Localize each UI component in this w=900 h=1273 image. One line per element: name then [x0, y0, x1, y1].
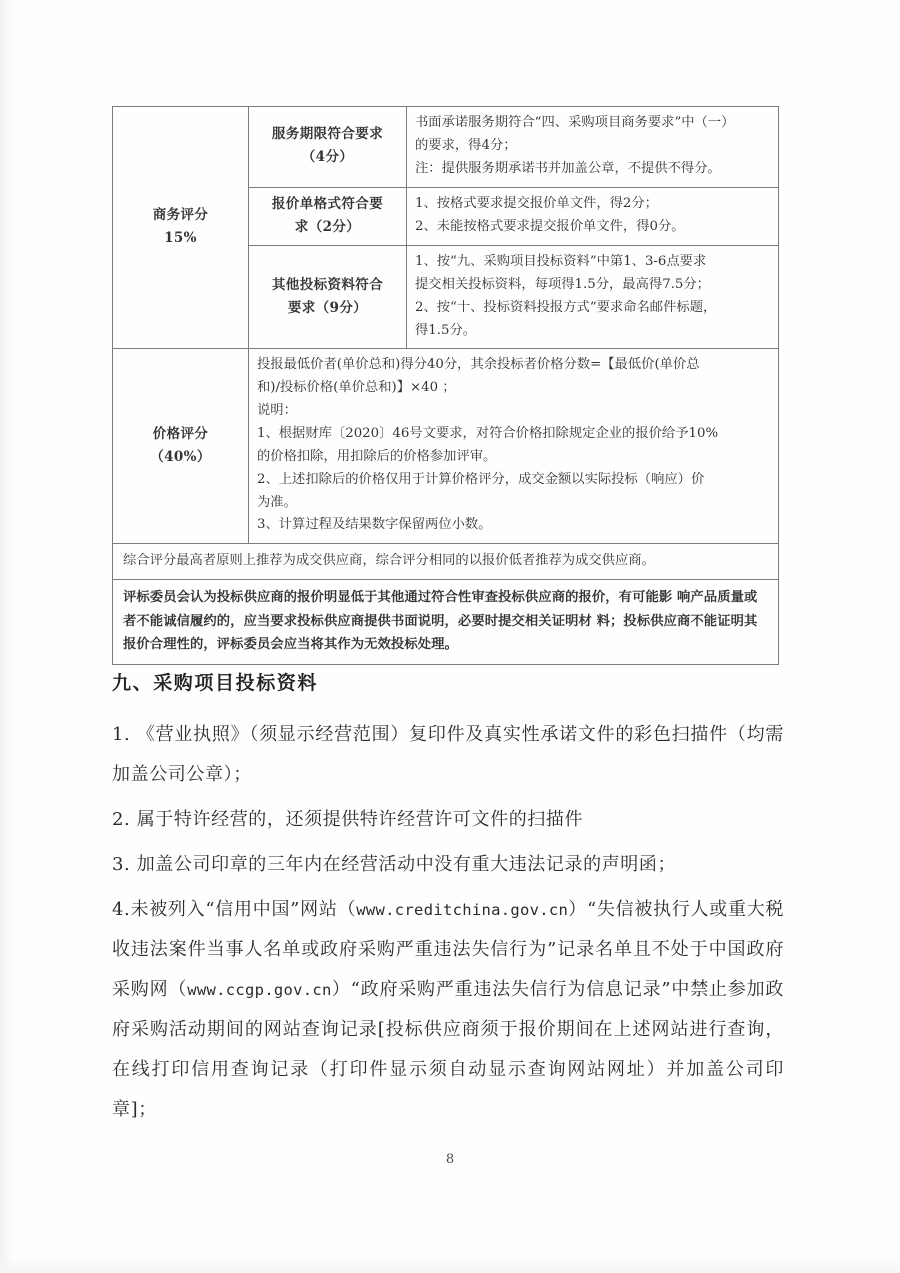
- list-item-text: 属于特许经营的，还须提供特许经营许可文件的扫描件: [136, 808, 584, 830]
- desc-line: 提交相关投标资料，每项得1.5分，最高得7.5分；: [415, 276, 710, 292]
- table-row: [113, 349, 779, 544]
- criterion-description-other-materials: [407, 246, 779, 349]
- category-cell-business: [113, 107, 249, 349]
- desc-line: 1、按“九、采购项目投标资料”中第1、3-6点要求: [415, 254, 707, 270]
- list-item-number: 3.: [112, 853, 131, 875]
- scan-edge-left: [0, 0, 14, 1273]
- desc-line: 1、按格式要求提交报价单文件，得2分；: [415, 195, 658, 211]
- creditchina-url: www.creditchina.gov.cn: [356, 900, 569, 919]
- criterion-label-line1: 报价单格式符合要: [271, 195, 384, 212]
- desc-line: 说明：: [257, 403, 297, 419]
- list-item: [112, 845, 784, 885]
- note-line: 响产品质量或者不能诚信履约的，应当要求投标供应商提供书面说明，必要时提交相关证明材: [123, 589, 758, 629]
- criterion-description-quote-format: [407, 187, 779, 245]
- criterion-label-line1: 其他投标资料符合: [271, 276, 384, 293]
- desc-line: 书面承诺服务期符合“四、采购项目商务要求”中（一）: [415, 115, 735, 130]
- note-line: 评标委员会认为投标供应商的报价明显低于其他通过符合性审查投标供应商的报价，有可能影: [123, 589, 673, 605]
- note-line: 综合评分最高者原则上推荐为成交供应商，综合评分相同的以报价低者推荐为成交供应商。: [123, 553, 655, 569]
- list-item-text-part2: ）“失信被执行人或重大税收违法案件当事人名单或政府采购严重违法失信行为”记录名单且不处于中国政府采购网（: [112, 898, 785, 1000]
- desc-line: 2、未能按格式要求提交报价单文件，得0分。: [415, 218, 685, 234]
- desc-line: 注：提供服务期承诺书并加盖公章，不提供不得分。: [415, 160, 721, 176]
- page-title: 九、采购项目投标资料: [112, 672, 319, 694]
- list-item-number: 1.: [112, 724, 131, 745]
- list-item: [112, 800, 784, 840]
- category-weight: 15%: [164, 230, 197, 247]
- bid-materials-section: [112, 668, 784, 1135]
- page-number: 8: [445, 1152, 455, 1167]
- category-cell-price: [113, 349, 249, 544]
- table-row: [113, 579, 779, 665]
- list-item-text: 加盖公司印章的三年内在经营活动中没有重大违法记录的声明函；: [136, 853, 677, 875]
- category-name: 价格评分: [152, 425, 209, 442]
- criterion-label-line2: 要求（9分）: [287, 299, 368, 316]
- criterion-description-service-period: [407, 107, 779, 188]
- list-item: [112, 715, 784, 795]
- scoring-criteria-table: [112, 106, 779, 665]
- list-item-text-part3: ）“政府采购严重违法失信行为信息记录”中禁止参加政府采购活动期间的网站查询记录[投标供应商须于报价期间在上述网站进行查询，在线打印信用查询记录（打印件显示须自动显示查询网站网址）并加盖公司印章]；: [112, 978, 784, 1120]
- category-name: 商务评分: [152, 207, 209, 223]
- table-row: [113, 107, 779, 188]
- criterion-label-line2: （4分）: [301, 149, 354, 166]
- list-item-text: 《营业执照》（须显示经营范围）复印件及真实性承诺文件的彩色扫描件（均需加盖公司公章）；: [112, 724, 785, 785]
- criterion-name-quote-format: [249, 187, 407, 245]
- desc-line: 为准。: [257, 494, 297, 510]
- scan-edge-bottom: [0, 1257, 900, 1273]
- criterion-name-other-materials: [249, 246, 407, 349]
- award-rule-note: [113, 544, 779, 579]
- table-row: [113, 544, 779, 579]
- desc-line: 3、计算过程及结果数字保留两位小数。: [257, 517, 492, 533]
- desc-line: 2、按“十、投标资料投报方式”要求命名邮件标题，: [415, 299, 717, 315]
- desc-line: 投报最低价者(单价总和)得分40分，其余投标者价格分数=【最低价(单价总: [257, 357, 700, 373]
- abnormal-low-price-note: [113, 579, 779, 665]
- criterion-description-price: [249, 349, 779, 544]
- desc-line: 的要求，得4分；: [415, 137, 517, 153]
- category-weight: （40%）: [150, 448, 211, 465]
- list-item-number: 2.: [112, 808, 131, 830]
- list-item-text-part1: 未被列入“信用中国”网站（: [130, 898, 357, 920]
- desc-line: 的价格扣除，用扣除后的价格参加评审。: [257, 448, 497, 464]
- note-line: 料；投标供应商不能证明其报价合理性的，评标委员会应当将其作为无效投标处理。: [123, 613, 758, 653]
- ccgp-url: www.ccgp.gov.cn: [187, 980, 332, 999]
- criterion-label-line1: 服务期限符合要求: [271, 126, 384, 143]
- desc-line: 1、根据财库〔2020〕46号文要求，对符合价格扣除规定企业的报价给予10%: [257, 426, 719, 442]
- desc-line: 得1.5分。: [415, 322, 477, 338]
- desc-line: 和)/投标价格(单价总和)】×40 ；: [257, 380, 456, 396]
- list-item-number: 4.: [112, 898, 131, 920]
- desc-line: 2、上述扣除后的价格仅用于计算价格评分，成交金额以实际投标（响应）价: [257, 471, 705, 487]
- list-item: [112, 890, 784, 1130]
- criterion-name-service-period: [249, 107, 407, 188]
- criterion-label-line2: 求（2分）: [294, 218, 361, 235]
